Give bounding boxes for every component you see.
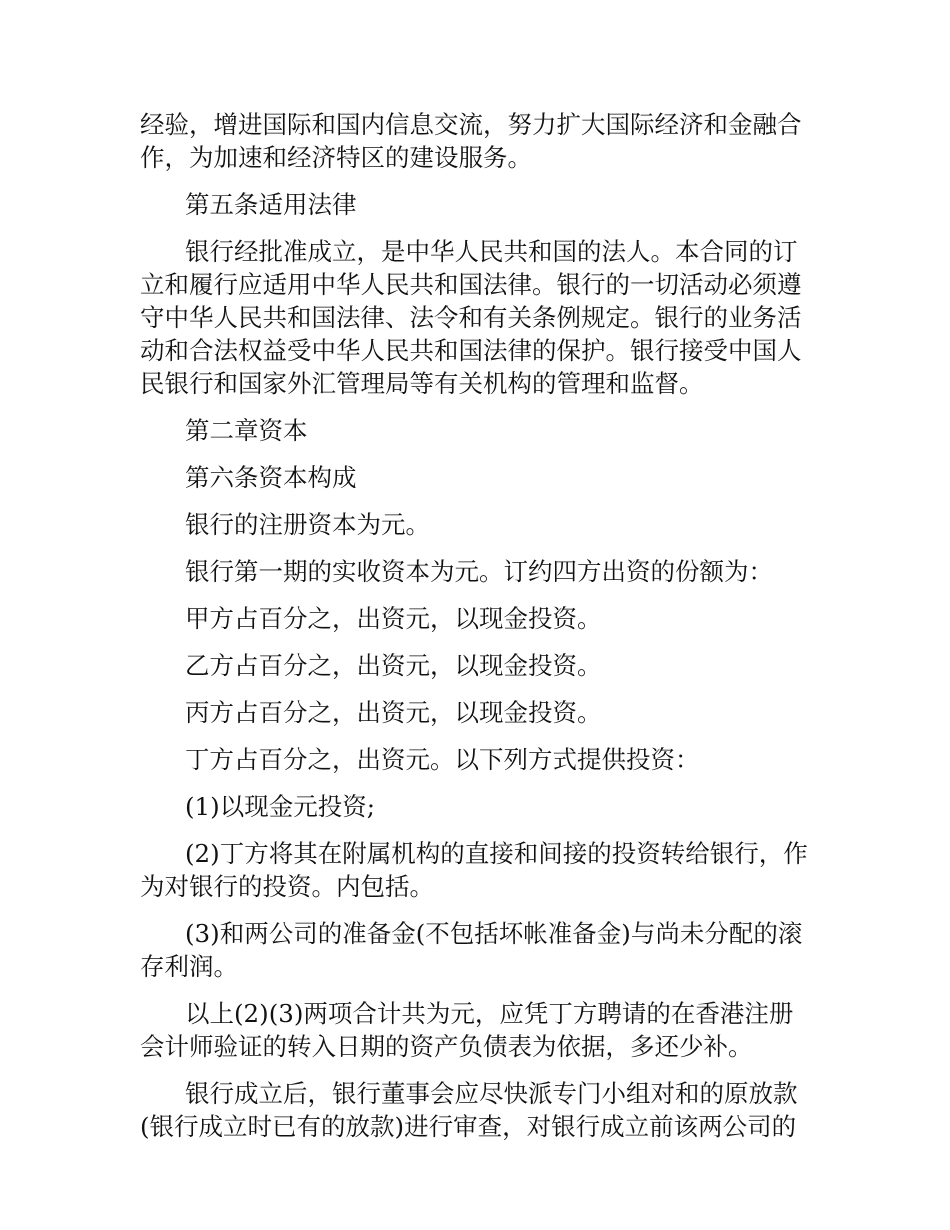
article-5-body: 银行经批准成立，是中华人民共和国的法人。本合同的订立和履行应适用中华人民共和国法律。银行的一切活动必须遵守中华人民共和国法律、法令和有关条例规定。银行的业务活动和合法权益受中华人民共和国法律的保护。银行接受中国人民银行和国家外汇管理局等有关机构的管理和监督。 (140, 237, 802, 398)
registered-capital-paragraph: 银行的注册资本为元。 (185, 510, 430, 539)
party-b-contribution: 乙方占百分之，出资元，以现金投资。 (185, 651, 602, 680)
loan-review-paragraph: 银行成立后，银行董事会应尽快派专门小组对和的原放款(银行成立时已有的放款)进行审查，对银行成立前该两公司的 (140, 1079, 798, 1141)
party-a-contribution: 甲方占百分之，出资元，以现金投资。 (185, 604, 602, 633)
chapter-2-heading: 第二章资本 (185, 416, 308, 445)
article-5-heading: 第五条适用法律 (185, 190, 357, 219)
investment-item-1: (1)以现金元投资; (185, 792, 375, 821)
paragraph-continuation: 经验，增进国际和国内信息交流，努力扩大国际经济和金融合作，为加速和经济特区的建设服务。 (140, 110, 802, 172)
investment-item-3: (3)和两公司的准备金(不包括坏帐准备金)与尚未分配的滚存利润。 (140, 919, 803, 981)
document-page (140, 108, 816, 1157)
paid-in-capital-paragraph: 银行第一期的实收资本为元。订约四方出资的份额为： (185, 557, 773, 586)
party-d-contribution: 丁方占百分之，出资元。以下列方式提供投资： (185, 745, 700, 774)
investment-total-paragraph: 以上(2)(3)两项合计共为元，应凭丁方聘请的在香港注册会计师验证的转入日期的资产负债表为依据，多还少补。 (140, 999, 794, 1061)
party-c-contribution: 丙方占百分之，出资元，以现金投资。 (185, 698, 602, 727)
investment-item-2: (2)丁方将其在附属机构的直接和间接的投资转给银行，作为对银行的投资。内包括。 (140, 839, 808, 901)
article-6-heading: 第六条资本构成 (185, 463, 357, 492)
